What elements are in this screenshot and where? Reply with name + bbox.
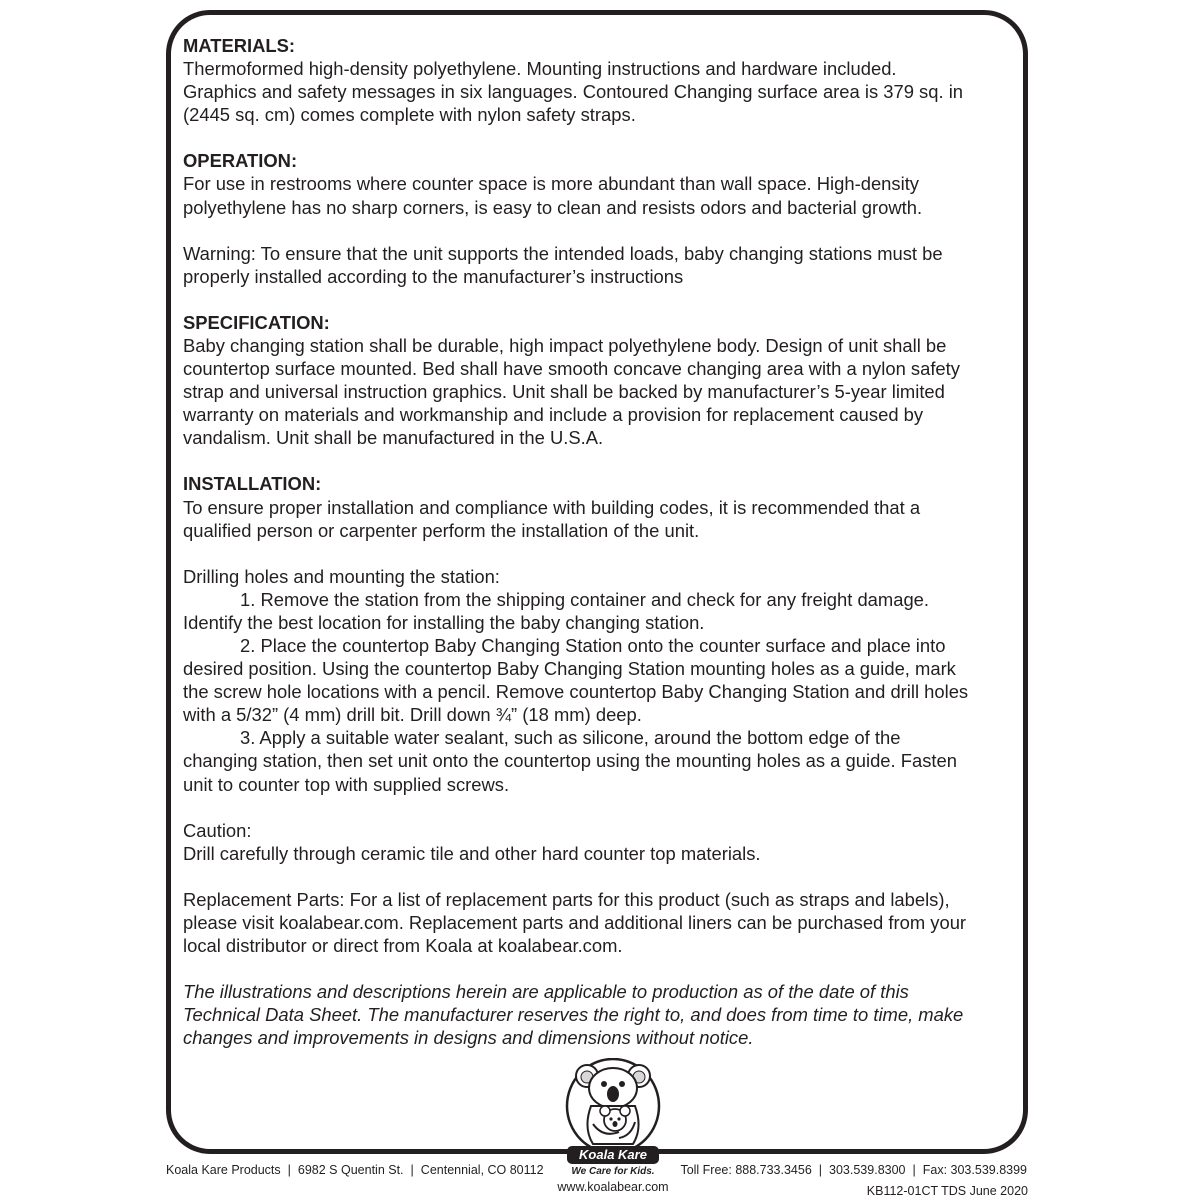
step-1-text: 1. Remove the station from the shipping container and check for any freight damage. <box>240 588 930 610</box>
footer-website[interactable]: www.koalabear.com <box>557 1180 669 1194</box>
footer-city: Centennial, CO 80112 <box>420 1163 544 1177</box>
footer-tagline: We Care for Kids. <box>571 1166 655 1177</box>
disclaimer-line: Technical Data Sheet. The manufacturer reserves the right to, and does from time to time, make <box>183 1004 964 1026</box>
warning-line: Warning: To ensure that the unit supports the intended loads, baby changing stations must be <box>183 242 943 264</box>
operation-line: polyethylene has no sharp corners, is easy to clean and resists odors and bacterial growth. <box>183 196 923 218</box>
installation-line: To ensure proper installation and compliance with building codes, it is recommended that a <box>183 496 921 518</box>
step-2-text: 2. Place the countertop Baby Changing Station onto the counter surface and place into <box>240 634 946 656</box>
installation-line: qualified person or carpenter perform the installation of the unit. <box>183 519 700 541</box>
step-3-first <box>183 726 1019 749</box>
step-3-line: changing station, then set unit onto the countertop using the mounting holes as a guide. Fasten <box>183 750 957 772</box>
caution-line: Drill carefully through ceramic tile and other hard counter top materials. <box>183 842 761 864</box>
step-2-first <box>183 634 1019 657</box>
footer-contact: Toll Free: 888.733.3456 | 303.539.8300 | Fax: 303.539.8399 <box>680 1163 1027 1177</box>
materials-line: Thermoformed high-density polyethylene. Mounting instructions and hardware included. <box>183 58 897 80</box>
installation-heading: INSTALLATION: <box>183 473 322 495</box>
footer-company: Koala Kare Products <box>166 1163 281 1177</box>
replacement-line: Replacement Parts: For a list of replacement parts for this product (such as straps and labels), <box>183 888 950 910</box>
specification-line: strap and universal instruction graphics. Unit shall be backed by manufacturer’s 5-year limited <box>183 381 945 403</box>
replacement-line: local distributor or direct from Koala at koalabear.com. <box>183 935 623 956</box>
step-2-line: with a 5/32” (4 mm) drill bit. Drill down ¾” (18 mm) deep. <box>183 704 642 726</box>
specification-heading: SPECIFICATION: <box>183 311 330 333</box>
disclaimer-line: changes and improvements in designs and dimensions without notice. <box>183 1027 754 1049</box>
step-3-text: 3. Apply a suitable water sealant, such as silicone, around the bottom edge of the <box>240 727 901 749</box>
step-2-line: the screw hole locations with a pencil. Remove countertop Baby Changing Station and drill holes <box>183 681 969 703</box>
specification-line: Baby changing station shall be durable, high impact polyethylene body. Design of unit shall be <box>183 334 947 356</box>
step-3-line: unit to counter top with supplied screws. <box>183 773 510 795</box>
materials-line: (2445 sq. cm) comes complete with nylon safety straps. <box>183 104 636 126</box>
materials-line: Graphics and safety messages in six languages. Contoured Changing surface area is 379 sq. in <box>183 81 964 103</box>
footer-phone: 303.539.8300 <box>829 1163 906 1177</box>
footer-doc-id: KB112-01CT TDS June 2020 <box>866 1184 1028 1198</box>
document-body <box>183 34 1019 1049</box>
logo-brand-text: Koala Kare <box>579 1147 647 1162</box>
step-1-line: Identify the best location for installing the baby changing station. <box>183 611 705 633</box>
specification-line: warranty on materials and workmanship and include a provision for replacement caused by <box>183 404 924 426</box>
footer-address: Koala Kare Products | 6982 S Quentin St. | Centennial, CO 80112 <box>166 1163 544 1177</box>
replacement-line: please visit koalabear.com. Replacement parts and additional liners can be purchased from your <box>183 911 967 933</box>
step-1-first <box>183 588 1019 611</box>
warning-line: properly installed according to the manufacturer’s instructions <box>183 265 684 287</box>
specification-line: vandalism. Unit shall be manufactured in the U.S.A. <box>183 427 604 449</box>
footer-street: 6982 S Quentin St. <box>297 1163 404 1177</box>
step-2-line: desired position. Using the countertop Baby Changing Station mounting holes as a guide, mark <box>183 658 956 680</box>
operation-line: For use in restrooms where counter space is more abundant than wall space. High-density <box>183 173 919 195</box>
operation-heading: OPERATION: <box>183 150 298 172</box>
caution-title: Caution: <box>183 819 252 841</box>
specification-line: countertop surface mounted. Bed shall have smooth concave changing area with a nylon safety <box>183 358 960 380</box>
footer-toll-free: Toll Free: 888.733.3456 <box>680 1163 812 1177</box>
disclaimer-line: The illustrations and descriptions herein are applicable to production as of the date of this <box>183 981 909 1003</box>
drilling-title: Drilling holes and mounting the station: <box>183 565 500 587</box>
materials-heading: MATERIALS: <box>183 35 296 56</box>
footer-fax: Fax: 303.539.8399 <box>922 1163 1027 1177</box>
